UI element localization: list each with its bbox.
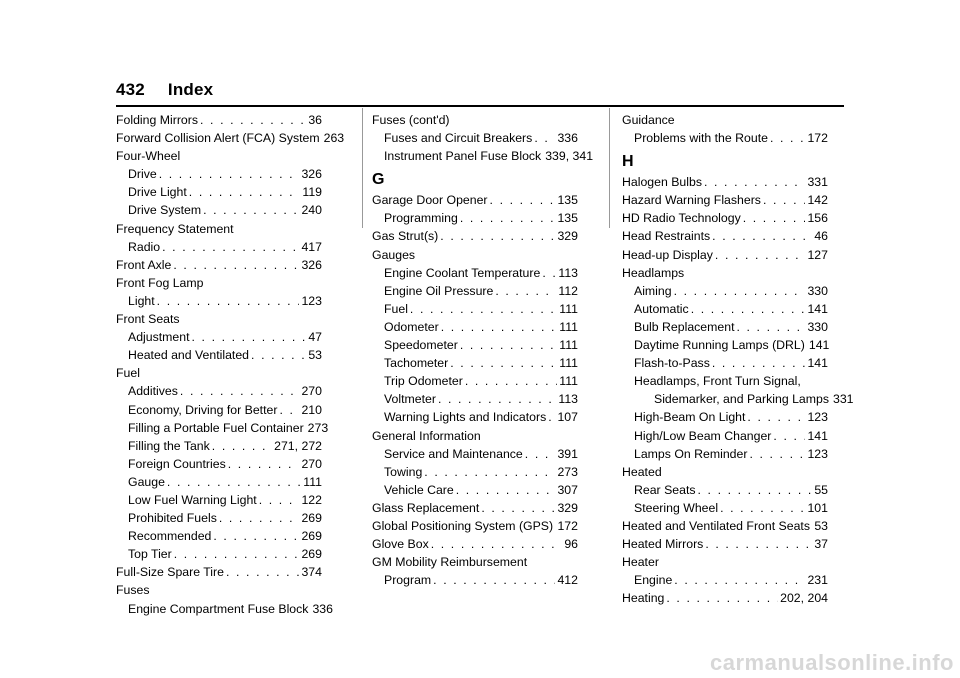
dot-leader: [157, 292, 300, 310]
index-entry[interactable]: [622, 553, 828, 571]
dot-leader: [228, 455, 300, 473]
index-entry[interactable]: [116, 129, 345, 147]
index-entry[interactable]: [372, 336, 578, 354]
dot-leader: [534, 129, 555, 147]
page-reference[interactable]: 269: [301, 511, 322, 526]
dot-leader: [666, 589, 778, 607]
page-reference[interactable]: 123: [301, 293, 322, 308]
entry-text: Fuses: [116, 583, 150, 598]
page-reference[interactable]: 141: [807, 356, 828, 371]
dot-leader: [715, 246, 806, 264]
dot-leader: [465, 372, 557, 390]
entry-text: Vehicle Care: [384, 482, 454, 497]
dot-leader: [747, 408, 805, 426]
page-reference[interactable]: 329: [557, 500, 578, 515]
index-entry[interactable]: [116, 274, 322, 292]
entry-text: Drive Light: [128, 185, 187, 200]
entry-text: Engine: [634, 573, 673, 588]
dot-leader: [424, 463, 555, 481]
entry-text: Prohibited Fuels: [128, 511, 217, 526]
entry-text: Economy, Driving for Better: [128, 402, 278, 417]
entry-text: Heated Mirrors: [622, 537, 704, 552]
index-entry[interactable]: [622, 499, 828, 517]
page-reference[interactable]: 269: [301, 529, 322, 544]
entry-text: Radio: [128, 239, 161, 254]
page-reference[interactable]: 135: [557, 211, 578, 226]
page-reference[interactable]: 112: [558, 283, 578, 298]
index-entry[interactable]: [372, 129, 578, 147]
page-reference[interactable]: 391: [557, 446, 578, 461]
dot-leader: [441, 318, 558, 336]
page-reference[interactable]: 96: [564, 537, 578, 552]
index-entry[interactable]: [116, 183, 322, 201]
page-reference[interactable]: 326: [301, 257, 322, 272]
page-reference[interactable]: 231: [807, 573, 828, 588]
entry-text: Gas Strut(s): [372, 229, 439, 244]
entry-text: Light: [128, 293, 155, 308]
index-entry[interactable]: [116, 346, 322, 364]
page-reference[interactable]: 111: [559, 319, 578, 334]
index-entry[interactable]: [622, 408, 828, 426]
page-reference[interactable]: 336: [557, 131, 578, 146]
entry-text: Glove Box: [372, 537, 429, 552]
entry-text: HD Radio Technology: [622, 211, 741, 226]
entry-text: Adjustment: [128, 330, 190, 345]
index-entry[interactable]: [622, 209, 828, 227]
index-column-3: [622, 111, 854, 607]
page-reference[interactable]: 270: [301, 456, 322, 471]
dot-leader: [200, 111, 306, 129]
page-reference[interactable]: 141: [807, 428, 828, 443]
entry-text: High/Low Beam Changer: [634, 428, 772, 443]
entry-text: Sidemarker, and Parking Lamps: [654, 392, 829, 407]
dot-leader: [450, 354, 557, 372]
entry-text: Lamps On Reminder: [634, 446, 748, 461]
entry-text: Foreign Countries: [128, 456, 226, 471]
dot-leader: [460, 209, 556, 227]
dot-leader: [736, 318, 805, 336]
page-reference[interactable]: 123: [807, 410, 828, 425]
index-entry[interactable]: [116, 545, 322, 563]
index-entry[interactable]: [116, 437, 322, 455]
dot-leader: [490, 191, 556, 209]
index-entry[interactable]: [116, 111, 322, 129]
dot-leader: [542, 264, 556, 282]
page-reference[interactable]: 36: [308, 113, 322, 127]
dot-leader: [162, 238, 299, 256]
index-entry[interactable]: [372, 282, 578, 300]
page-reference[interactable]: 111: [559, 338, 578, 353]
entry-text: Head Restraints: [622, 229, 711, 244]
dot-leader: [525, 445, 556, 463]
entry-text: Low Fuel Warning Light: [128, 492, 257, 507]
index-entry[interactable]: [622, 111, 828, 129]
index-entry[interactable]: [622, 300, 828, 318]
index-entry[interactable]: [372, 111, 578, 129]
page-reference[interactable]: 330: [807, 319, 828, 334]
entry-text: Top Tier: [128, 547, 172, 562]
index-entry[interactable]: [372, 463, 578, 481]
index-entry[interactable]: [116, 364, 322, 382]
entry-text: Heated and Ventilated: [128, 348, 250, 363]
index-entry[interactable]: [372, 264, 578, 282]
dot-leader: [548, 408, 555, 426]
page-reference[interactable]: 127: [807, 247, 828, 262]
index-entry[interactable]: [372, 300, 578, 318]
page-reference[interactable]: 240: [301, 203, 322, 218]
entry-text: Trip Odometer: [384, 374, 463, 389]
index-entry[interactable]: [622, 246, 828, 264]
dot-leader: [704, 173, 805, 191]
page-reference[interactable]: 111: [559, 301, 578, 316]
page-reference[interactable]: 47: [308, 330, 322, 345]
index-entry[interactable]: [372, 246, 578, 264]
entry-text: Folding Mirrors: [116, 113, 198, 127]
dot-leader: [410, 300, 557, 318]
entry-text: Daytime Running Lamps (DRL): [634, 338, 805, 353]
page-reference[interactable]: 172: [807, 131, 828, 146]
section-letter: H: [622, 153, 634, 171]
entry-text: Drive: [128, 167, 157, 182]
entry-text: Fuel: [116, 366, 140, 381]
page-reference[interactable]: 330: [807, 283, 828, 298]
page-reference[interactable]: 270: [301, 384, 322, 399]
index-entry[interactable]: [622, 372, 828, 390]
page-reference[interactable]: 123: [807, 446, 828, 461]
index-entry[interactable]: [116, 310, 322, 328]
page-reference[interactable]: 374: [301, 565, 322, 580]
index-entry[interactable]: [372, 354, 578, 372]
entry-text: Glass Replacement: [372, 500, 480, 515]
index-entry[interactable]: [372, 147, 594, 165]
entry-text: Recommended: [128, 529, 212, 544]
page-reference[interactable]: 111: [559, 374, 578, 389]
entry-text: Frequency Statement: [116, 221, 234, 236]
entry-text: Drive System: [128, 203, 202, 218]
index-entry[interactable]: [622, 129, 828, 147]
page-reference[interactable]: 141: [808, 338, 830, 353]
index-entry[interactable]: [372, 209, 578, 227]
entry-text: Heated and Ventilated Front Seats: [622, 518, 810, 533]
dot-leader: [279, 401, 299, 419]
entry-text: High-Beam On Light: [634, 410, 746, 425]
entry-text: Engine Coolant Temperature: [384, 265, 541, 280]
page-reference[interactable]: 55: [814, 482, 828, 497]
page-header: [116, 80, 213, 100]
dot-leader: [674, 282, 806, 300]
entry-text: Filling the Tank: [128, 438, 210, 453]
index-entry[interactable]: [372, 517, 578, 535]
index-entry[interactable]: [116, 401, 322, 419]
entry-text: Program: [384, 573, 432, 588]
index-entry[interactable]: [116, 382, 322, 400]
page-reference[interactable]: 329: [557, 229, 578, 244]
dot-leader: [173, 256, 299, 274]
index-entry[interactable]: [116, 256, 322, 274]
index-entry[interactable]: [116, 491, 322, 509]
entry-text: Hazard Warning Flashers: [622, 193, 761, 208]
index-entry[interactable]: [622, 463, 828, 481]
index-entry[interactable]: [622, 535, 828, 553]
index-entry[interactable]: [622, 427, 828, 445]
index-entry[interactable]: [116, 563, 322, 581]
page-reference[interactable]: 101: [807, 500, 828, 515]
page-reference[interactable]: 273: [557, 464, 578, 479]
entry-text: Towing: [384, 464, 423, 479]
index-entry[interactable]: [116, 509, 322, 527]
page-reference[interactable]: 331: [832, 392, 854, 407]
index-entry[interactable]: [622, 173, 828, 191]
page-reference[interactable]: 269: [301, 547, 322, 562]
entry-text: Global Positioning System (GPS): [372, 518, 554, 533]
page-reference[interactable]: 412: [557, 573, 578, 588]
index-entry[interactable]: [622, 191, 828, 209]
page-reference[interactable]: 53: [814, 518, 828, 533]
dot-leader: [691, 300, 806, 318]
page-reference[interactable]: 111: [559, 356, 578, 371]
entry-text: Head-up Display: [622, 247, 713, 262]
page-reference[interactable]: 331: [807, 175, 828, 190]
entry-text: General Information: [372, 428, 481, 443]
dot-leader: [674, 571, 805, 589]
index-entry[interactable]: [116, 600, 333, 618]
entry-text: Tachometer: [384, 356, 449, 371]
dot-leader: [189, 183, 301, 201]
dot-leader: [167, 473, 301, 491]
index-entry[interactable]: [372, 481, 578, 499]
index-entry[interactable]: [116, 238, 322, 256]
dot-leader: [440, 227, 555, 245]
page-reference[interactable]: 46: [814, 229, 828, 244]
entry-text: Fuses (cont'd): [372, 113, 450, 127]
entry-text: Rear Seats: [634, 482, 696, 497]
entry-text: Halogen Bulbs: [622, 175, 702, 190]
dot-leader: [712, 227, 812, 245]
index-entry[interactable]: [372, 191, 578, 209]
dot-leader: [251, 346, 306, 364]
page-reference[interactable]: 202, 204: [780, 591, 828, 606]
entry-text: Guidance: [622, 113, 675, 127]
entry-text: Engine Oil Pressure: [384, 283, 494, 298]
section-letter: G: [372, 171, 385, 189]
index-entry[interactable]: [622, 336, 828, 354]
entry-text: Voltmeter: [384, 392, 436, 407]
dot-leader: [226, 563, 299, 581]
index-entry[interactable]: [116, 581, 322, 599]
entry-text: Steering Wheel: [634, 500, 719, 515]
index-entry[interactable]: [622, 282, 828, 300]
entry-text: Service and Maintenance: [384, 446, 523, 461]
index-entry[interactable]: [622, 571, 828, 589]
page-reference[interactable]: 156: [807, 211, 828, 226]
entry-text: Four-Wheel: [116, 149, 181, 164]
index-entry[interactable]: [116, 328, 322, 346]
dot-leader: [481, 499, 555, 517]
index-entry[interactable]: [622, 318, 828, 336]
index-entry[interactable]: [116, 527, 322, 545]
entry-text: Headlamps, Front Turn Signal,: [634, 374, 801, 389]
entry-text: Full-Size Spare Tire: [116, 565, 224, 580]
dot-leader: [712, 354, 806, 372]
page-reference[interactable]: 142: [807, 193, 828, 208]
page-reference[interactable]: 263: [323, 131, 345, 146]
entry-text: Flash-to-Pass: [634, 356, 710, 371]
index-column-1: [116, 111, 345, 618]
page-reference[interactable]: 339, 341: [545, 149, 594, 164]
dot-leader: [159, 165, 300, 183]
index-entry[interactable]: [622, 445, 828, 463]
index-entry[interactable]: [622, 227, 828, 245]
column-divider: [609, 108, 610, 228]
page-title: Index: [167, 80, 214, 99]
index-entry[interactable]: [372, 499, 578, 517]
entry-text: Problems with the Route: [634, 131, 768, 146]
column-divider: [362, 108, 363, 228]
page-reference[interactable]: 135: [557, 193, 578, 208]
entry-text: Forward Collision Alert (FCA) System: [116, 131, 320, 146]
page-reference[interactable]: 119: [302, 185, 322, 200]
index-entry[interactable]: [372, 390, 578, 408]
index-entry[interactable]: [116, 292, 322, 310]
dot-leader: [203, 201, 299, 219]
index-entry[interactable]: [622, 390, 854, 408]
dot-leader: [433, 571, 555, 589]
entry-text: Aiming: [634, 283, 672, 298]
header-rule: [116, 105, 844, 107]
page-reference[interactable]: 141: [807, 301, 828, 316]
dot-leader: [460, 336, 557, 354]
dot-leader: [213, 527, 299, 545]
index-entry[interactable]: [116, 473, 322, 491]
dot-leader: [259, 491, 300, 509]
index-entry[interactable]: [372, 445, 578, 463]
dot-leader: [749, 445, 805, 463]
entry-text: Front Fog Lamp: [116, 275, 204, 290]
index-entry[interactable]: [622, 589, 828, 607]
index-entry[interactable]: [116, 147, 322, 165]
index-entry[interactable]: [372, 318, 578, 336]
dot-leader: [698, 481, 813, 499]
page-reference[interactable]: 107: [557, 410, 578, 425]
page-reference[interactable]: 417: [301, 239, 322, 254]
index-entry[interactable]: [372, 427, 578, 445]
entry-text: Heater: [622, 555, 659, 570]
entry-text: Bulb Replacement: [634, 319, 735, 334]
dot-leader: [720, 499, 805, 517]
index-entry[interactable]: [116, 220, 322, 238]
index-entry[interactable]: [372, 571, 578, 589]
entry-text: GM Mobility Reimbursement: [372, 555, 528, 570]
dot-leader: [495, 282, 556, 300]
dot-leader: [212, 437, 272, 455]
page-reference[interactable]: 307: [557, 482, 578, 497]
index-entry[interactable]: [622, 517, 828, 535]
page-reference[interactable]: 172: [557, 518, 578, 533]
dot-leader: [180, 382, 300, 400]
entry-text: Programming: [384, 211, 458, 226]
page-reference[interactable]: 113: [558, 265, 578, 280]
entry-text: Instrument Panel Fuse Block: [384, 149, 542, 164]
entry-text: Additives: [128, 384, 178, 399]
index-entry[interactable]: [622, 481, 828, 499]
entry-text: Warning Lights and Indicators: [384, 410, 547, 425]
index-entry[interactable]: [116, 165, 322, 183]
entry-text: Front Seats: [116, 312, 180, 327]
entry-text: Filling a Portable Fuel Container: [128, 420, 304, 435]
entry-text: Heated: [622, 464, 662, 479]
entry-text: Headlamps: [622, 265, 685, 280]
page-reference[interactable]: 122: [301, 492, 322, 507]
index-column-2: [372, 111, 594, 589]
index-entry[interactable]: [372, 535, 578, 553]
index-entry[interactable]: [372, 408, 578, 426]
index-entry[interactable]: [622, 354, 828, 372]
page-reference[interactable]: 111: [303, 474, 322, 489]
dot-leader: [456, 481, 556, 499]
dot-leader: [773, 427, 805, 445]
entry-text: Speedometer: [384, 338, 458, 353]
entry-text: Odometer: [384, 319, 439, 334]
dot-leader: [174, 545, 300, 563]
entry-text: Gauges: [372, 247, 416, 262]
page-reference[interactable]: 336: [312, 601, 333, 616]
index-entry[interactable]: [116, 201, 322, 219]
index-entry[interactable]: [372, 553, 578, 571]
page-reference[interactable]: 326: [301, 167, 322, 182]
index-entry[interactable]: [116, 455, 322, 473]
dot-leader: [770, 129, 806, 147]
dot-leader: [431, 535, 563, 553]
dot-leader: [705, 535, 812, 553]
entry-text: Automatic: [634, 301, 689, 316]
page-reference[interactable]: 210: [301, 402, 322, 417]
entry-text: Garage Door Opener: [372, 193, 488, 208]
page-reference[interactable]: 53: [308, 348, 322, 363]
index-entry[interactable]: [622, 264, 828, 282]
entry-text: Fuses and Circuit Breakers: [384, 131, 533, 146]
dot-leader: [219, 509, 300, 527]
page-reference[interactable]: 113: [558, 392, 578, 407]
dot-leader: [192, 328, 307, 346]
dot-leader: [438, 390, 556, 408]
entry-text: Gauge: [128, 474, 165, 489]
dot-leader: [743, 209, 806, 227]
page-reference[interactable]: 37: [814, 537, 828, 552]
index-entry[interactable]: [372, 372, 578, 390]
page-reference[interactable]: 273: [307, 420, 329, 435]
index-entry[interactable]: [372, 227, 578, 245]
entry-text: Heating: [622, 591, 665, 606]
dot-leader: [763, 191, 806, 209]
entry-text: Engine Compartment Fuse Block: [128, 601, 309, 616]
entry-text: Front Axle: [116, 257, 172, 272]
page-number: 432: [116, 80, 145, 99]
page-reference[interactable]: 271, 272: [274, 438, 322, 453]
watermark: carmanualsonline.info: [710, 650, 954, 675]
index-entry[interactable]: [116, 419, 329, 437]
entry-text: Fuel: [384, 301, 408, 316]
